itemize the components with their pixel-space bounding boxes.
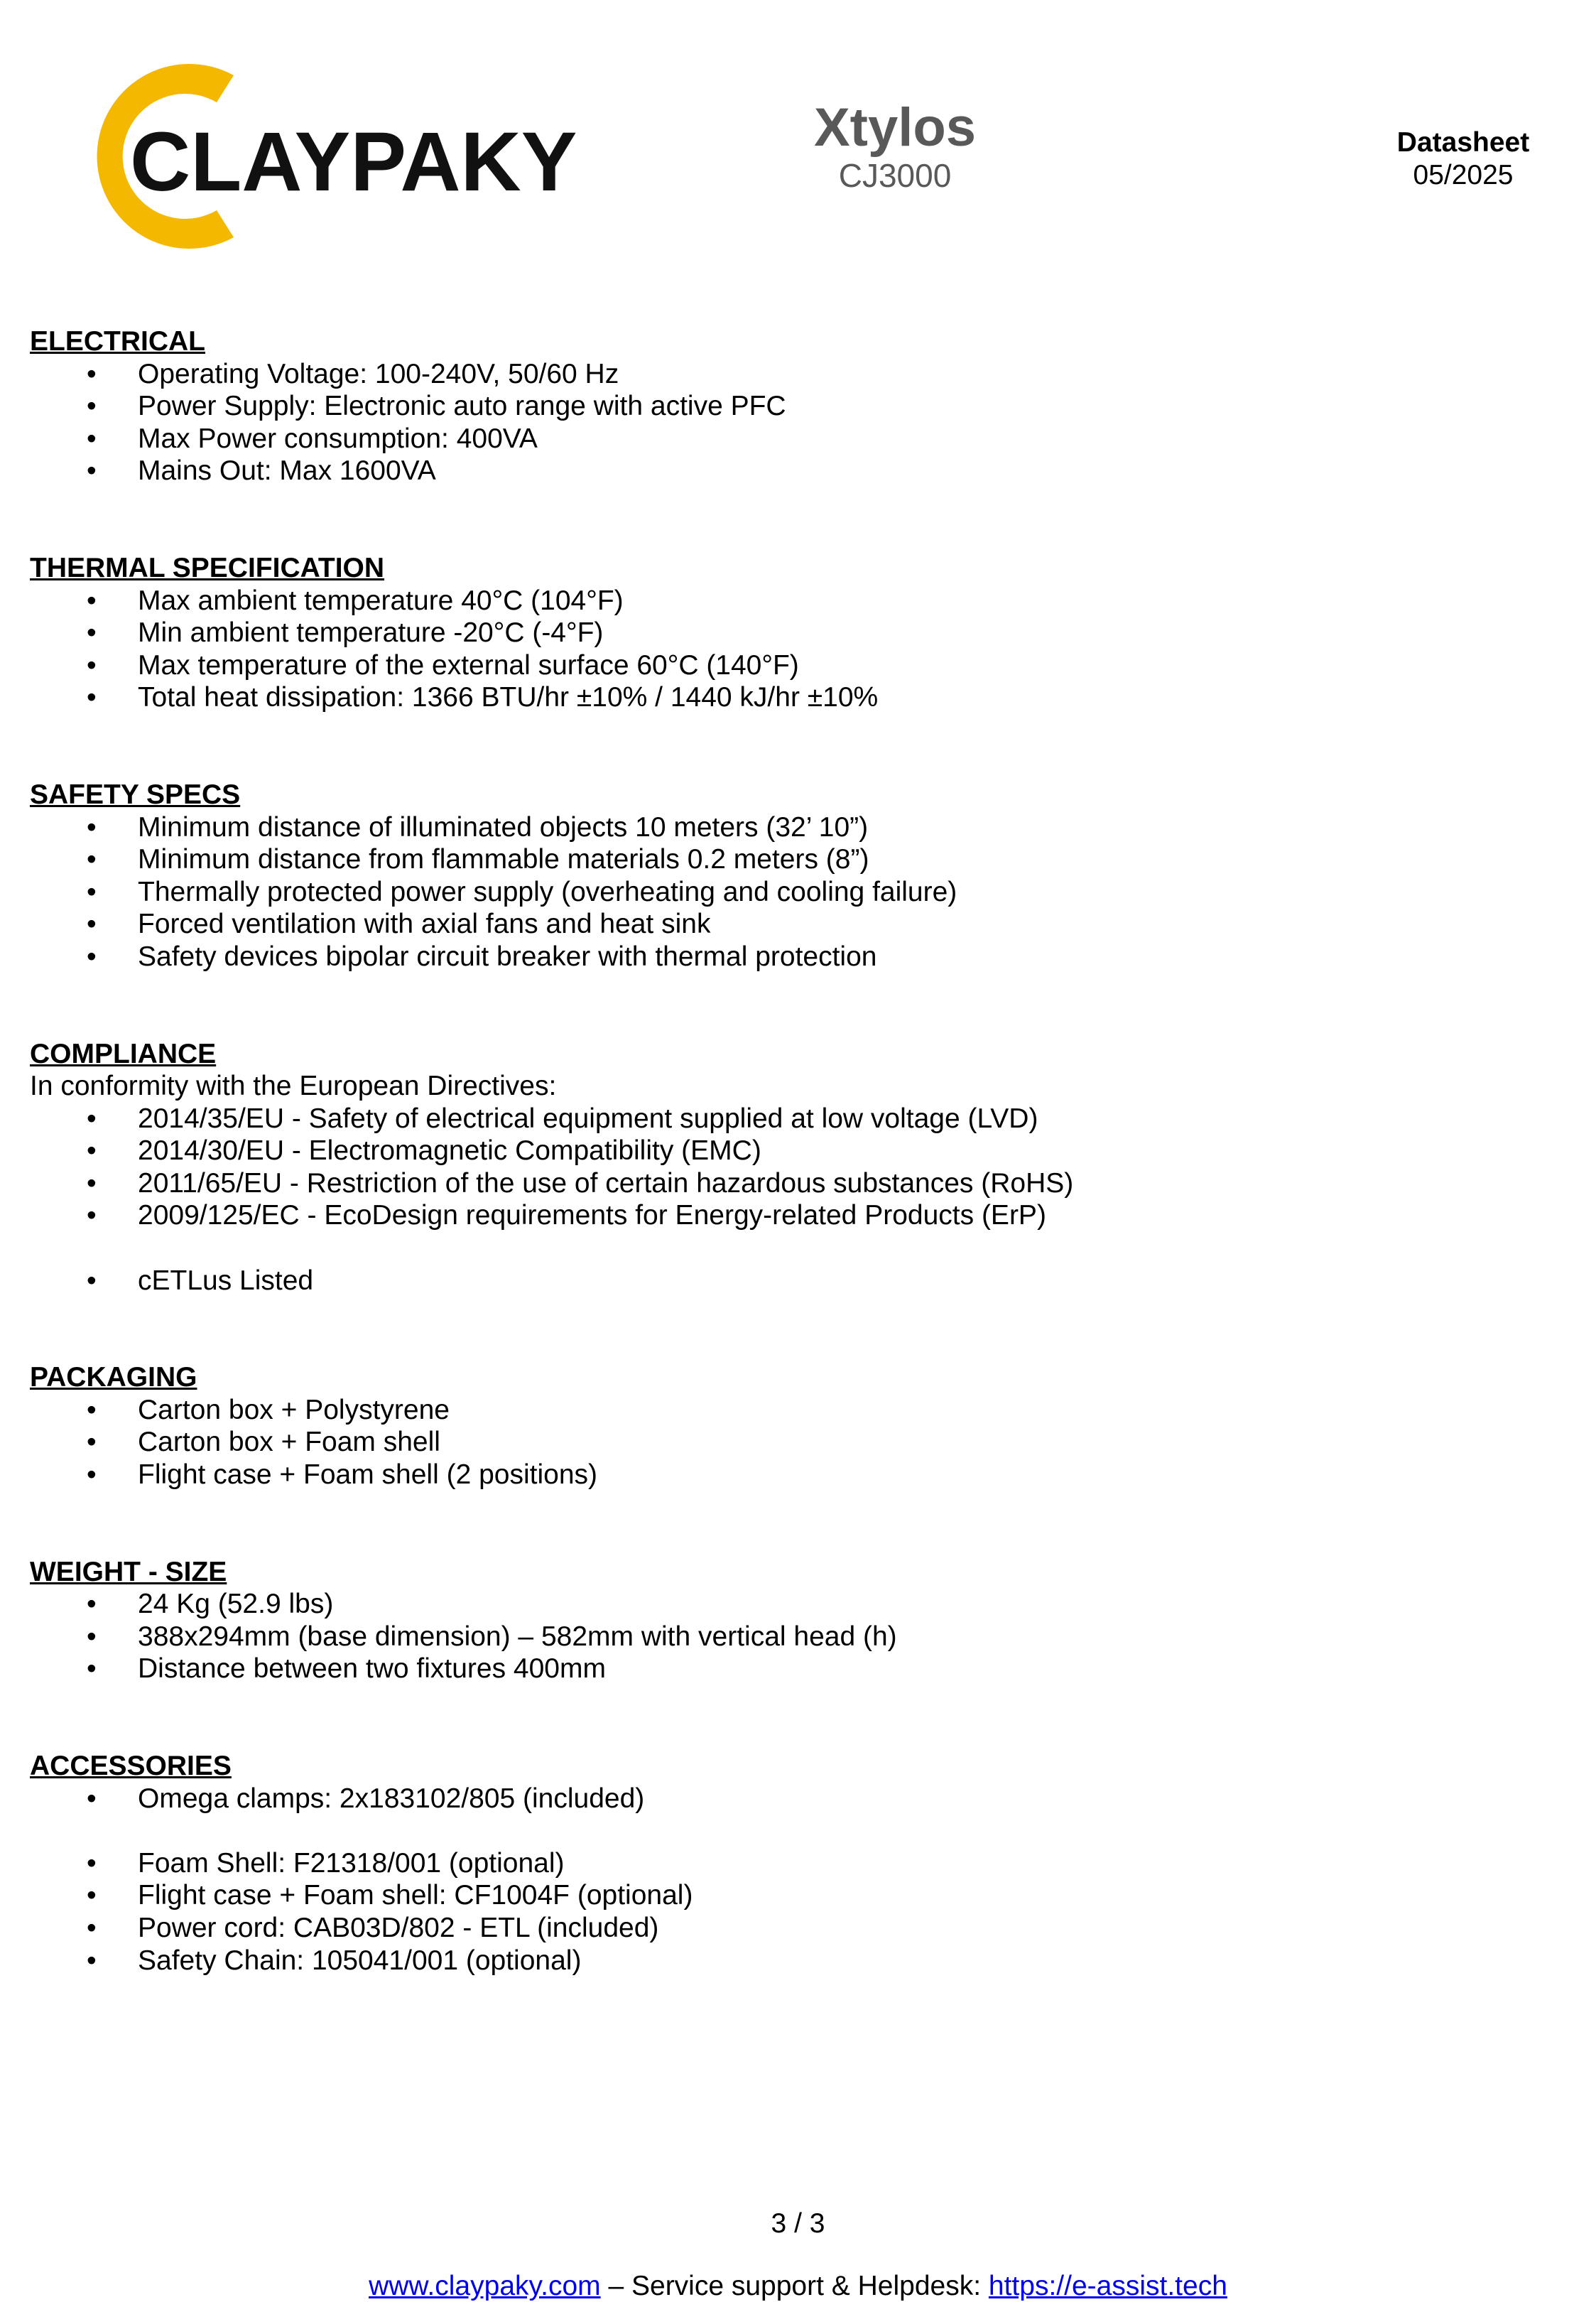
section-title: ACCESSORIES	[30, 1751, 232, 1781]
bullet-icon: •	[87, 909, 97, 940]
section-title: WEIGHT - SIZE	[30, 1556, 227, 1587]
bullet-icon: •	[87, 1427, 97, 1458]
bullet-icon: •	[87, 844, 97, 875]
bullet-icon: •	[87, 876, 97, 907]
list-item: • 2014/30/EU - Electromagnetic Compatibility (EMC)	[87, 1135, 761, 1167]
section-title: COMPLIANCE	[30, 1038, 217, 1069]
list-item: • Safety devices bipolar circuit breaker with thermal protection	[87, 941, 877, 972]
section-compliance	[30, 1038, 1557, 1297]
list-item: • Max Power consumption: 400VA	[87, 423, 538, 454]
list-item: • Carton box + Foam shell	[87, 1427, 440, 1458]
section-electrical	[30, 325, 1557, 487]
claypaky-logo	[75, 64, 577, 249]
list-item: • 24 Kg (52.9 lbs)	[87, 1589, 334, 1620]
list-item: • Safety Chain: 105041/001 (optional)	[87, 1945, 582, 1976]
footer-separator-text: – Service support & Helpdesk:	[600, 2271, 989, 2301]
bullet-list	[30, 811, 1557, 973]
list-item: • cETLus Listed	[87, 1265, 314, 1296]
bullet-icon: •	[87, 1167, 97, 1199]
website-link[interactable]: www.claypaky.com	[369, 2271, 601, 2301]
bullet-icon: •	[87, 1880, 97, 1911]
list-item: • Total heat dissipation: 1366 BTU/hr ±10% / 1440 kJ/hr ±10%	[87, 682, 879, 713]
list-item: • Flight case + Foam shell (2 positions)	[87, 1459, 598, 1491]
bullet-icon: •	[87, 1653, 97, 1685]
bullet-icon: •	[87, 1621, 97, 1652]
list-item: • Distance between two fixtures 400mm	[87, 1653, 606, 1685]
list-item: • Power Supply: Electronic auto range with active PFC	[87, 391, 786, 422]
list-item: • Mains Out: Max 1600VA	[87, 455, 436, 487]
doc-date: 05/2025	[1413, 160, 1514, 191]
product-code: CJ3000	[838, 156, 952, 194]
list-item: • Carton box + Polystyrene	[87, 1394, 450, 1425]
bullet-icon: •	[87, 1783, 97, 1814]
list-item: • 2011/65/EU - Restriction of the use of certain hazardous substances (RoHS)	[87, 1167, 1074, 1199]
list-item: • Operating Voltage: 100-240V, 50/60 Hz	[87, 358, 619, 389]
compliance-intro: In conformity with the European Directives:	[30, 1071, 557, 1102]
section-accessories	[30, 1750, 1557, 1977]
doc-type: Datasheet	[1396, 127, 1530, 158]
bullet-icon: •	[87, 1394, 97, 1425]
list-item: • Flight case + Foam shell: CF1004F (optional)	[87, 1880, 693, 1911]
bullet-icon: •	[87, 1265, 97, 1296]
bullet-list	[30, 1394, 1557, 1491]
bullet-icon: •	[87, 1200, 97, 1231]
bullet-list	[30, 585, 1557, 714]
list-item: • Thermally protected power supply (overheating and cooling failure)	[87, 876, 957, 907]
section-title: SAFETY SPECS	[30, 779, 241, 810]
bullet-icon: •	[87, 1589, 97, 1620]
bullet-icon: •	[87, 811, 97, 843]
list-item: • Min ambient temperature -20°C (-4°F)	[87, 617, 604, 649]
bullet-list	[30, 1588, 1557, 1685]
bullet-icon: •	[87, 1459, 97, 1491]
bullet-icon: •	[87, 1945, 97, 1976]
list-item: • Minimum distance from flammable materials 0.2 meters (8”)	[87, 844, 869, 875]
bullet-list	[30, 1783, 1557, 1977]
section-thermal	[30, 552, 1557, 714]
logo-wordmark: CLAYPAKY	[130, 115, 577, 209]
list-item: • Forced ventilation with axial fans and heat sink	[87, 909, 711, 940]
list-item: • Omega clamps: 2x183102/805 (included)	[87, 1783, 645, 1814]
spec-content	[30, 325, 1557, 2041]
list-item: • 388x294mm (base dimension) – 582mm with vertical head (h)	[87, 1621, 897, 1652]
title-block	[753, 99, 1037, 195]
bullet-icon: •	[87, 1135, 97, 1167]
bullet-icon: •	[87, 585, 97, 616]
bullet-icon: •	[87, 1912, 97, 1943]
bullet-icon: •	[87, 423, 97, 454]
bullet-icon: •	[87, 941, 97, 972]
bullet-icon: •	[87, 1103, 97, 1134]
section-title: PACKAGING	[30, 1362, 197, 1393]
bullet-icon: •	[87, 649, 97, 681]
doc-info	[1364, 126, 1563, 192]
bullet-icon: •	[87, 682, 97, 713]
bullet-icon: •	[87, 358, 97, 389]
list-item: • 2014/35/EU - Safety of electrical equipment supplied at low voltage (LVD)	[87, 1103, 1038, 1134]
list-item: • Max temperature of the external surface 60°C (140°F)	[87, 649, 799, 681]
page-number: 3 / 3	[771, 2208, 825, 2239]
section-weight-size	[30, 1556, 1557, 1685]
list-item: • Power cord: CAB03D/802 - ETL (included)	[87, 1912, 659, 1943]
section-title: ELECTRICAL	[30, 326, 205, 357]
product-name: Xtylos	[813, 97, 977, 158]
list-item: • Max ambient temperature 40°C (104°F)	[87, 585, 624, 616]
list-item: • Minimum distance of illuminated objects 10 meters (32’ 10”)	[87, 811, 869, 843]
list-item: • 2009/125/EC - EcoDesign requirements for Energy-related Products (ErP)	[87, 1200, 1046, 1231]
bullet-list	[30, 1103, 1557, 1297]
bullet-icon: •	[87, 1847, 97, 1879]
support-link[interactable]: https://e-assist.tech	[988, 2271, 1227, 2301]
section-packaging	[30, 1361, 1557, 1491]
bullet-icon: •	[87, 391, 97, 422]
bullet-icon: •	[87, 617, 97, 649]
section-title: THERMAL SPECIFICATION	[30, 552, 385, 583]
bullet-list	[30, 358, 1557, 487]
footer	[0, 2271, 1596, 2302]
bullet-icon: •	[87, 455, 97, 487]
list-item: • Foam Shell: F21318/001 (optional)	[87, 1847, 565, 1879]
section-safety	[30, 779, 1557, 973]
